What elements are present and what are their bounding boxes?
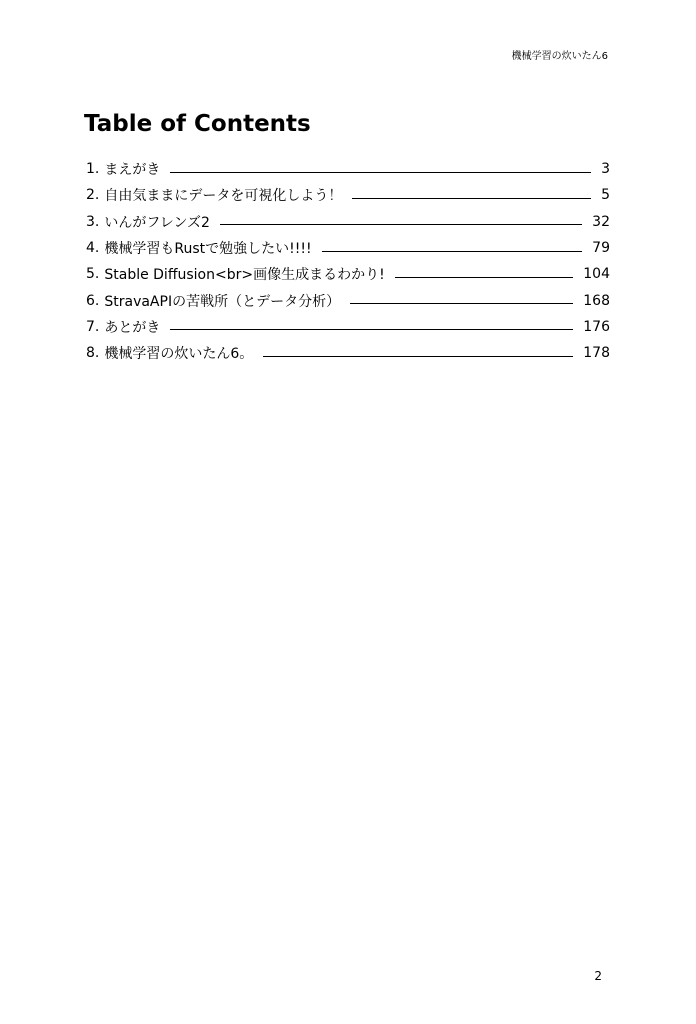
toc-entry-2[interactable] bbox=[86, 182, 610, 208]
toc-entry-6[interactable] bbox=[86, 287, 610, 313]
toc-entry-page: 178 bbox=[583, 345, 610, 362]
toc-title: Table of Contents bbox=[84, 111, 311, 137]
toc-entry-page: 79 bbox=[592, 240, 610, 257]
toc-entry-number: 3. bbox=[86, 213, 100, 230]
toc-leader-line bbox=[170, 172, 591, 173]
toc-entry-page: 5 bbox=[601, 187, 610, 204]
toc-entry-7[interactable] bbox=[86, 314, 610, 340]
toc-entry-title: まえがき bbox=[104, 162, 161, 179]
toc-entry-title: あとがき bbox=[104, 319, 161, 336]
toc-leader-line bbox=[352, 198, 591, 199]
toc-entry-page: 176 bbox=[583, 318, 610, 335]
toc-entry-3[interactable] bbox=[86, 209, 610, 235]
page-number: 2 bbox=[594, 969, 602, 983]
toc-entry-number: 6. bbox=[86, 292, 100, 309]
toc-entry-1[interactable] bbox=[86, 156, 610, 182]
toc-entry-page: 168 bbox=[583, 292, 610, 309]
toc-entry-number: 8. bbox=[86, 345, 100, 362]
toc-entry-title: StravaAPIの苦戦所（とデータ分析） bbox=[104, 293, 341, 310]
toc-entry-number: 4. bbox=[86, 240, 100, 257]
toc-entry-number: 7. bbox=[86, 318, 100, 335]
toc-entry-5[interactable] bbox=[86, 261, 610, 287]
toc-leader-line bbox=[263, 356, 573, 357]
toc-leader-line bbox=[395, 277, 574, 278]
toc-leader-line bbox=[170, 329, 573, 330]
toc-entry-number: 5. bbox=[86, 266, 100, 283]
toc-entry-title: 機械学習の炊いたん6。 bbox=[104, 346, 254, 363]
toc-leader-line bbox=[350, 303, 573, 304]
toc-entry-page: 3 bbox=[601, 161, 610, 178]
toc-leader-line bbox=[220, 224, 582, 225]
toc-entry-title: いんがフレンズ2 bbox=[104, 214, 210, 231]
toc-entry-8[interactable] bbox=[86, 340, 610, 366]
toc-entry-title: 機械学習もRustで勉強したい!!!! bbox=[104, 241, 312, 258]
toc-entry-title: Stable Diffusion<br>画像生成まるわかり! bbox=[104, 267, 385, 284]
toc-entry-4[interactable] bbox=[86, 235, 610, 261]
toc-entry-title: 自由気ままにデータを可視化しよう！ bbox=[104, 188, 343, 205]
toc-entry-page: 32 bbox=[592, 213, 610, 230]
toc-entry-number: 1. bbox=[86, 161, 100, 178]
toc-leader-line bbox=[322, 251, 583, 252]
toc-list bbox=[86, 156, 610, 366]
toc-entry-page: 104 bbox=[583, 266, 610, 283]
running-header: 機械学習の炊いたん6 bbox=[511, 51, 608, 62]
toc-entry-number: 2. bbox=[86, 187, 100, 204]
